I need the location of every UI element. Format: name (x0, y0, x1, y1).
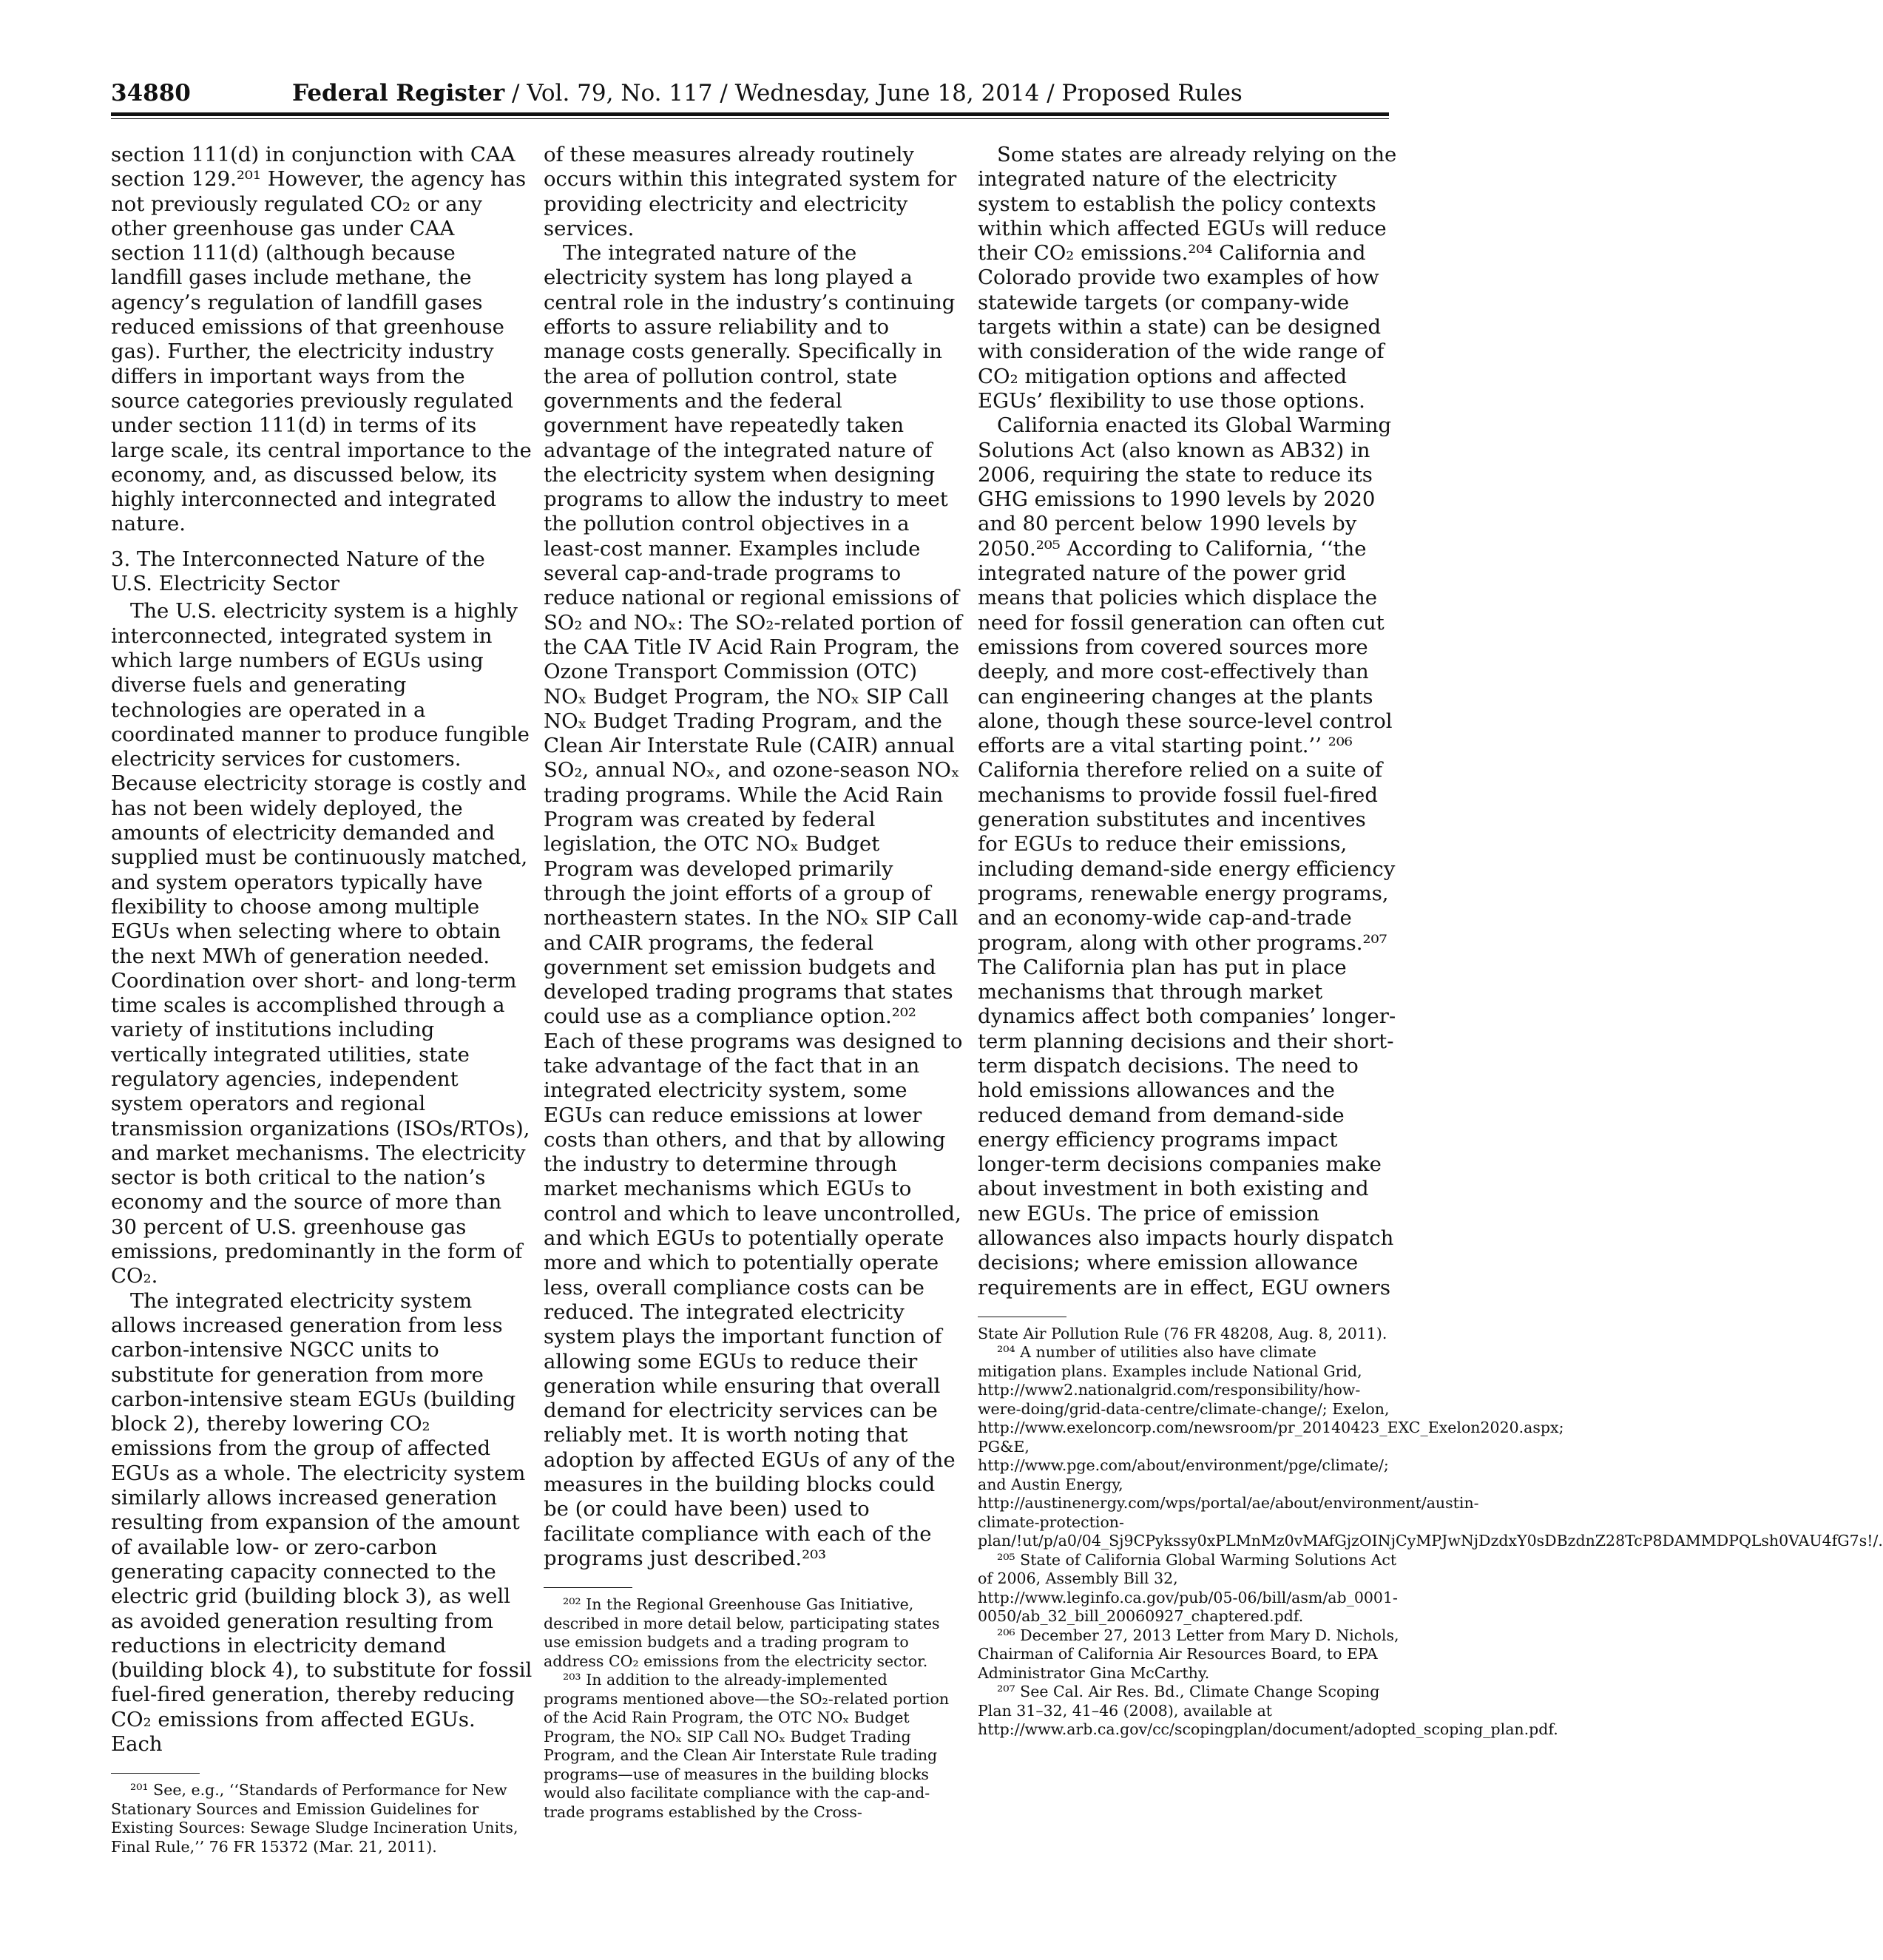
footnote-203: ²⁰³ In addition to the already-implemented programs mentioned above—the SO₂-related portion of the Acid Rain Program, the OTC NOₓ Budget Program, the NOₓ SIP Call NOₓ Budget Trading Program, and the Clean Air Interstate Rule trading programs—use of measures in the building blocks would also facilitate compliance with the cap-and-trade programs established by the Cross- (544, 1671, 950, 1821)
page-header (111, 80, 1389, 114)
footnote-201: ²⁰¹ See, e.g., ‘‘Standards of Performance for New Stationary Sources and Emission Guidelines for Existing Sources: Sewage Sludge Incineration Units, Final Rule,’’ 76 FR 15372 (Mar. 21, 2011). (111, 1781, 518, 1856)
paragraph: of these measures already routinely occurs within this integrated system for providing electricity and electricity services. (544, 143, 957, 240)
column-2 (544, 143, 965, 1822)
header-rule (111, 112, 1389, 116)
paragraph: The integrated electricity system allows increased generation from less carbon-intensive NGCC units to substitute for generation from more carbon-intensive steam EGUs (building block 2), thereby lowering CO₂ emissions from the group of affected EGUs as a whole. The electricity system similarly allows increased generation resulting from expansion of the amount of available low- or zero-carbon generating capacity connected to the electric grid (building block 3), as well as avoided generation resulting from reductions in electricity demand (building block 4), to substitute for fossil fuel-fired generation, thereby reducing CO₂ emissions from affected EGUs. Each (111, 1288, 533, 1756)
running-head (292, 80, 1243, 107)
paragraph: The U.S. electricity system is a highly interconnected, integrated system in which large numbers of EGUs using diverse fuels and generating technologies are operated in a coordinated manner to produce fungible electricity services for customers. Because electricity storage is costly and has not been widely deployed, the amounts of electricity demanded and supplied must be continuously matched, and system operators typically have flexibility to choose among multiple EGUs when selecting where to obtain the next MWh of generation needed. Coordination over short- and long-term time scales is accomplished through a variety of institutions including vertically integrated utilities, state regulatory agencies, independent system operators and regional transmission organizations (ISOs/RTOs), and market mechanisms. The electricity sector is both critical to the nation’s economy and the source of more than 30 percent of U.S. greenhouse gas emissions, predominantly in the form of CO₂. (111, 599, 530, 1288)
section-heading: 3. The Interconnected Nature of the U.S. Electricity Sector (111, 547, 485, 596)
footnote-rule (544, 1587, 632, 1588)
footnote-204: ²⁰⁴ A number of utilities also have climate mitigation plans. Examples include National Grid, http://www2.nationalgrid.com/responsibility/how-were-doing/grid-data-centre/climate-change/; Exelon, http://www.exeloncorp.com/newsroom/pr_20140423_EXC_Exelon2020.aspx; PG&E, http://www.pge.com/about/environment/pge/climate/; and Austin Energy, http://austinenergy.com/wps/portal/ae/about/environment/austin-climate-protection-plan/!ut/p/a0/04_Sj9CPykssy0xPLMnMz0vMAfGjzOINjCyMPJwNjDzdxY0sDBzdnZ28TcP8DAMMDPQLsh0VAU4fG7s!/. (978, 1343, 1883, 1550)
journal-name: Federal Register (292, 80, 505, 107)
column-1 (111, 143, 533, 1856)
paragraph: The integrated nature of the electricity system has long played a central role in the industry’s continuing efforts to assure reliability and to manage costs generally. Specifically in the area of pollution control, state governments and the federal government have repeatedly taken advantage of the integrated nature of the electricity system when designing programs to allow the industry to meet the pollution control objectives in a least-cost manner. Examples include several cap-and-trade programs to reduce national or regional emissions of SO₂ and NOₓ: The SO₂-related portion of the CAA Title IV Acid Rain Program, the Ozone Transport Commission (OTC) NOₓ Budget Program, the NOₓ SIP Call NOₓ Budget Trading Program, and the Clean Air Interstate Rule (CAIR) annual SO₂, annual NOₓ, and ozone-season NOₓ trading programs. While the Acid Rain Program was created by federal legislation, the OTC NOₓ Budget Program was developed primarily through the joint efforts of a group of northeastern states. In the NOₓ SIP Call and CAIR programs, the federal government set emission budgets and developed trading programs that states could use as a compliance option.²⁰² Each of these programs was designed to take advantage of the fact that in an integrated electricity system, some EGUs can reduce emissions at lower costs than others, and that by allowing the industry to determine through market mechanisms which EGUs to control and which to leave uncontrolled, and which EGUs to potentially operate more and which to potentially operate less, overall compliance costs can be reduced. The integrated electricity system plays the important function of allowing some EGUs to reduce their generation while ensuring that overall demand for electricity services can be reliably met. It is worth noting that adoption by affected EGUs of any of the measures in the building blocks could be (or could have been) used to facilitate compliance with each of the programs just described.²⁰³ (544, 241, 963, 1570)
issue-info: / Vol. 79, No. 117 / Wednesday, June 18, 2014 / Proposed Rules (504, 80, 1243, 107)
footnote-207: ²⁰⁷ See Cal. Air Res. Bd., Climate Change Scoping Plan 31–32, 41–46 (2008), available at http://www.arb.ca.gov/cc/scopingplan/document/adopted_scoping_plan.pdf. (978, 1683, 1558, 1739)
footnote-205: ²⁰⁵ State of California Global Warming Solutions Act of 2006, Assembly Bill 32, http://www.leginfo.ca.gov/pub/05-06/bill/asm/ab_0001-0050/ab_32_bill_20060927_chaptered.pdf. (978, 1550, 1398, 1626)
header-rule-thin (111, 118, 1389, 119)
footnote-206: ²⁰⁶ December 27, 2013 Letter from Mary D. Nichols, Chairman of California Air Resources Board, to EPA Administrator Gina McCarthy. (978, 1626, 1399, 1682)
paragraph: section 111(d) in conjunction with CAA section 129.²⁰¹ However, the agency has not previously regulated CO₂ or any other greenhouse gas under CAA section 111(d) (although because landfill gases include methane, the agency’s regulation of landfill gases reduced emissions of that greenhouse gas). Further, the electricity industry differs in important ways from the source categories previously regulated under section 111(d) in terms of its large scale, its central importance to the economy, and, as discussed below, its highly interconnected and integrated nature. (111, 143, 532, 536)
paragraph: California enacted its Global Warming Solutions Act (also known as AB32) in 2006, requiring the state to reduce its GHG emissions to 1990 levels by 2020 and 80 percent below 1990 levels by 2050.²⁰⁵ According to California, ‘‘the integrated nature of the power grid means that policies which displace the need for fossil generation can often cut emissions from covered sources more deeply, and more cost-effectively than can engineering changes at the plants alone, though these source-level control efforts are a vital starting point.’’ ²⁰⁶ California therefore relied on a suite of mechanisms to provide fossil fuel-fired generation substitutes and incentives for EGUs to reduce their emissions, including demand-side energy efficiency programs, renewable energy programs, and an economy-wide cap-and-trade program, along with other programs.²⁰⁷ The California plan has put in place mechanisms that through market dynamics affect both companies’ longer-term planning decisions and their short-term dispatch decisions. The need to hold emissions allowances and the reduced demand from demand-side energy efficiency programs impact longer-term decisions companies make about investment in both existing and new EGUs. The price of emission allowances also impacts hourly dispatch decisions; where emission allowance requirements are in effect, EGU owners (978, 413, 1396, 1300)
footnote-202: ²⁰² In the Regional Greenhouse Gas Initiative, described in more detail below, participating states use emission budgets and a trading program to address CO₂ emissions from the electricity sector. (544, 1595, 940, 1670)
footnote-rule (111, 1773, 200, 1774)
page-number: 34880 (111, 80, 191, 107)
column-3 (978, 143, 1883, 1740)
paragraph: Some states are already relying on the integrated nature of the electricity system to establish the policy contexts within which affected EGUs will reduce their CO₂ emissions.²⁰⁴ California and Colorado provide two examples of how statewide targets (or company-wide targets within a state) can be designed with consideration of the wide range of CO₂ mitigation options and affected EGUs’ flexibility to use those options. (978, 143, 1397, 413)
footnote-continuation: State Air Pollution Rule (76 FR 48208, Aug. 8, 2011). (978, 1324, 1387, 1342)
